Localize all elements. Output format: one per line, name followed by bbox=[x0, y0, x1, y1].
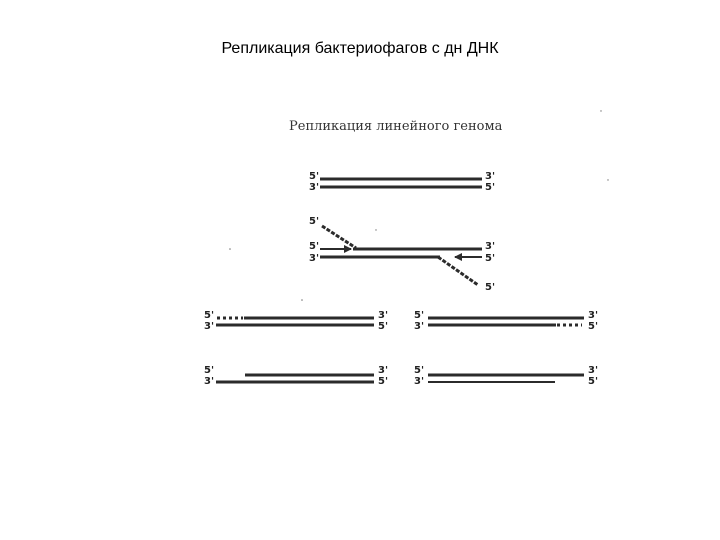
slide-title: Репликация бактериофагов с дн ДНК bbox=[221, 40, 499, 57]
daughter-duplex-left bbox=[204, 310, 388, 332]
scan-speck bbox=[301, 299, 303, 301]
label-3-prime: 3' bbox=[414, 376, 425, 387]
label-3-prime: 3' bbox=[485, 171, 496, 182]
label-5-prime: 5' bbox=[309, 216, 320, 227]
label-5-prime: 5' bbox=[204, 365, 215, 376]
label-3-prime: 3' bbox=[485, 241, 496, 252]
displaced-strand-right bbox=[438, 257, 478, 285]
label-5-prime: 5' bbox=[485, 282, 496, 293]
displaced-strand-left bbox=[322, 226, 356, 248]
replication-diagram bbox=[195, 108, 615, 398]
label-5-prime: 5' bbox=[588, 321, 599, 332]
label-3-prime: 3' bbox=[204, 376, 215, 387]
label-3-prime: 3' bbox=[309, 253, 320, 264]
label-5-prime: 5' bbox=[309, 171, 320, 182]
scan-speck bbox=[600, 110, 601, 111]
label-5-prime: 5' bbox=[378, 321, 389, 332]
label-5-prime: 5' bbox=[414, 310, 425, 321]
scan-speck bbox=[607, 179, 608, 180]
scan-speck bbox=[375, 229, 376, 230]
final-duplex-left bbox=[204, 365, 388, 387]
label-5-prime: 5' bbox=[588, 376, 599, 387]
label-5-prime: 5' bbox=[204, 310, 215, 321]
displacement-stage bbox=[309, 216, 495, 293]
label-3-prime: 3' bbox=[204, 321, 215, 332]
daughter-duplex-right bbox=[414, 310, 598, 332]
label-3-prime: 3' bbox=[378, 310, 389, 321]
scan-speck bbox=[229, 248, 231, 250]
final-duplex-right bbox=[414, 365, 598, 387]
label-5-prime: 5' bbox=[485, 182, 496, 193]
label-5-prime: 5' bbox=[485, 253, 496, 264]
parental-duplex bbox=[309, 171, 495, 193]
replication-diagram-svg bbox=[195, 108, 615, 398]
label-5-prime: 5' bbox=[309, 241, 320, 252]
label-3-prime: 3' bbox=[309, 182, 320, 193]
label-3-prime: 3' bbox=[378, 365, 389, 376]
figure-heading: Репликация линейного генома bbox=[289, 119, 503, 134]
label-5-prime: 5' bbox=[378, 376, 389, 387]
label-3-prime: 3' bbox=[414, 321, 425, 332]
label-3-prime: 3' bbox=[588, 365, 599, 376]
label-5-prime: 5' bbox=[414, 365, 425, 376]
label-3-prime: 3' bbox=[588, 310, 599, 321]
